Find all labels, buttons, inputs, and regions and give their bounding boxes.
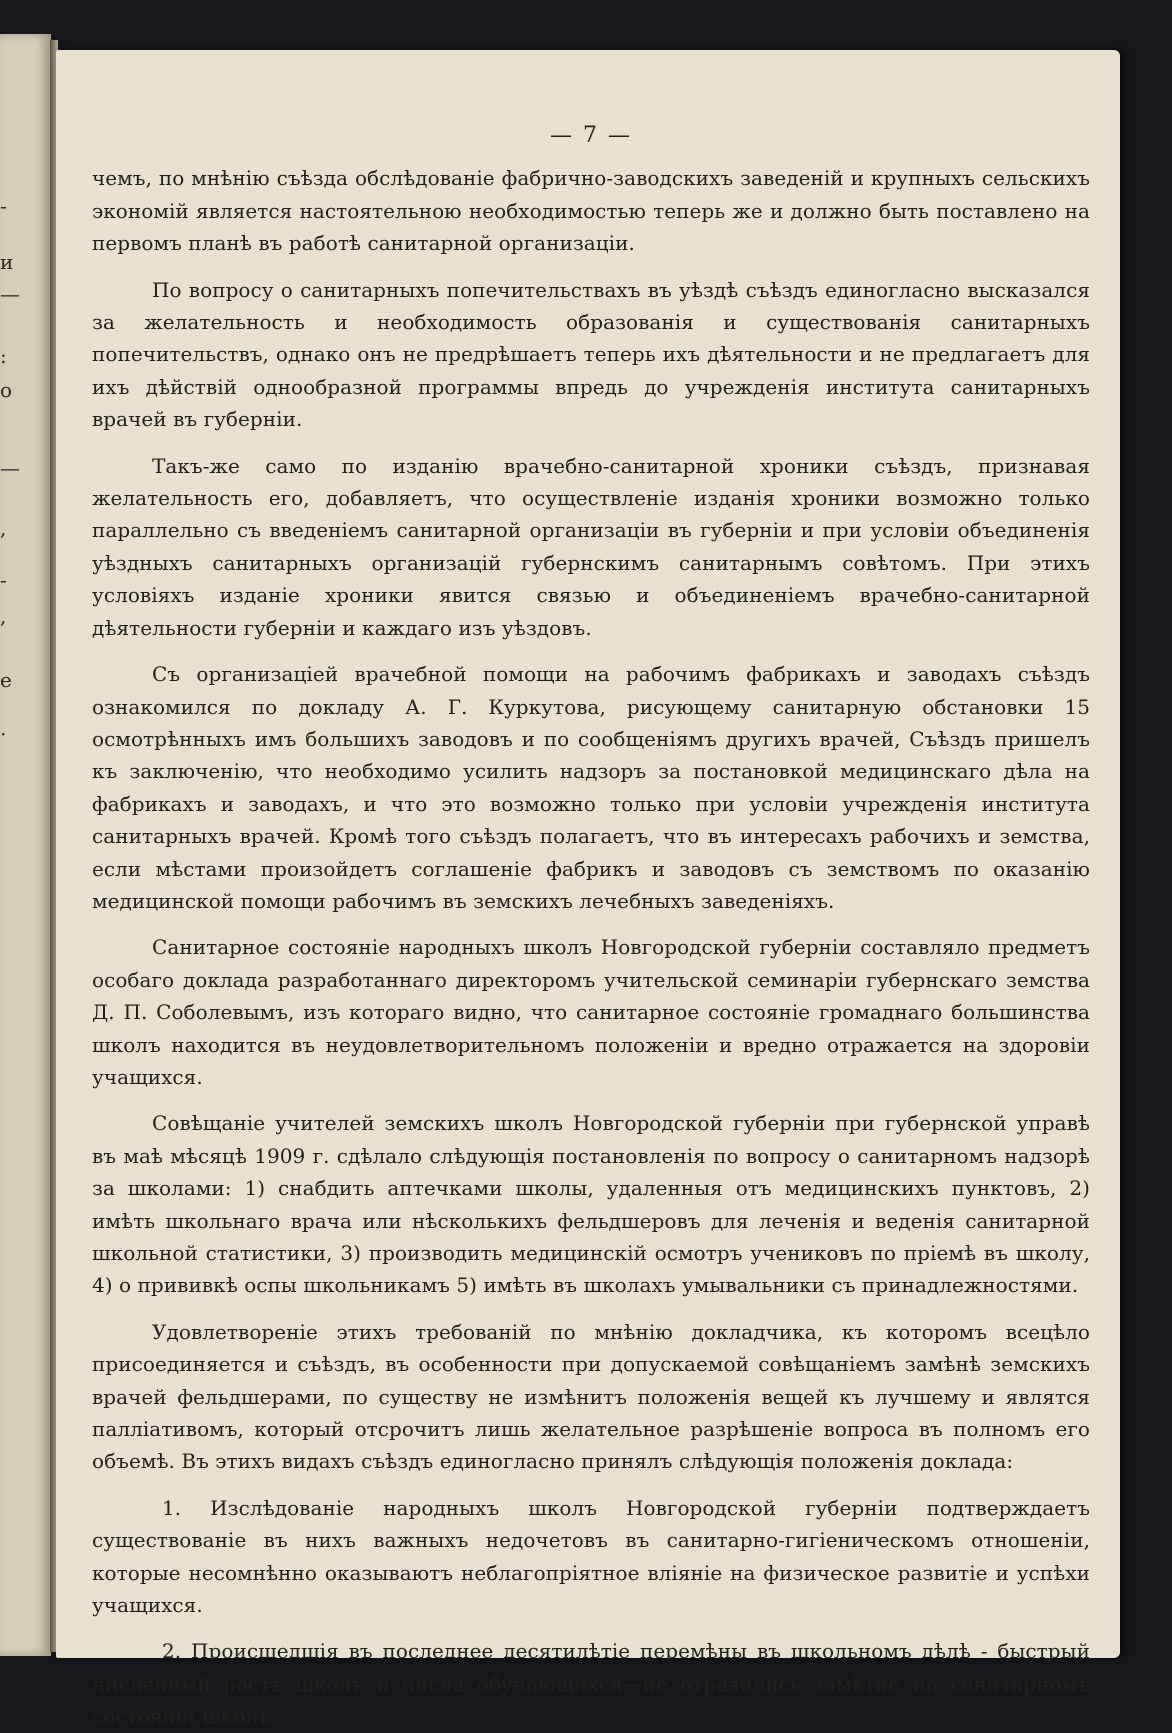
prev-page-fragment: и	[0, 250, 14, 274]
prev-page-fragment: -	[0, 194, 7, 218]
prev-page-fragment: е	[0, 668, 12, 692]
paragraph: Санитарное состояніе народныхъ школъ Новгородской губерніи составляло предметъ особаго доклада разработаннаго директоромъ учительской семинаріи губернскаго земства Д. П. Соболевымъ, изъ котораго видно, что санитарное состояніе громаднаго большинства школъ находится въ неудовлетворительномъ положеніи и вредно отражается на здоровіи учащихся.	[92, 935, 1090, 1089]
paragraph: Такъ-же само по изданію врачебно-санитарной хроники съѣздъ, признавая желательность его, добавляетъ, что осуществленіе изданія хроники возможно только параллельно съ введеніемъ санитарной организаціи въ губерніи и при условіи объединенія уѣздныхъ санитарныхъ организацій губернскимъ санитарнымъ совѣтомъ. При этихъ условіяхъ изданіе хроники явится связью и объединеніемъ врачебно-санитарной дѣятельности губерніи и каждаго изъ уѣздовъ.	[92, 453, 1090, 640]
list-item: 2. Происшедшія въ последнее десятилѣтіе перемѣны въ школьномъ дѣлѣ - быстрый численный ростъ школъ и числа обучающихся—не отразились замѣтно на санитарномъ состояніи школъ.	[92, 1639, 1090, 1729]
paragraph: чемъ, по мнѣнію съѣзда обслѣдованіе фабрично-заводскихъ заведеній и крупныхъ сельскихъ экономій является настоятельною необходимостью теперь же и должно быть поставлено на первомъ планѣ въ работѣ санитарной организаціи.	[92, 166, 1090, 256]
prev-page-fragment: —	[0, 456, 20, 480]
list-item: 1. Изслѣдованіе народныхъ школъ Новгородской губерніи подтверждаетъ существованіе въ нихъ важныхъ недочетовъ въ санитарно-гигіеническомъ отношеніи, которые несомнѣнно оказываютъ неблагопріятное вліяніе на физическое развитіе и успѣхи учащихся.	[92, 1495, 1090, 1618]
page-number: — 7 —	[550, 123, 632, 148]
paragraph: По вопросу о санитарныхъ попечительствахъ въ уѣздѣ съѣздъ единогласно высказался за желательность и необходимость образованія и существованія санитарныхъ попечительствъ, однако онъ не предрѣшаетъ теперь ихъ дѣятельности и не предлагаетъ для ихъ дѣйствій однообразной программы впредь до учрежденія института санитарныхъ врачей въ губерніи.	[92, 277, 1090, 432]
prev-page-fragment: о	[0, 378, 13, 402]
paragraph: Совѣщаніе учителей земскихъ школъ Новгородской губерніи при губернской управѣ въ маѣ мѣсяцѣ 1909 г. сдѣлало слѣдующія постановленія по вопросу о санитарномъ надзорѣ за школами: 1) снабдить аптечками школы, удаленныя отъ медицинскихъ пунктовъ, 2) имѣть школьнаго врача или нѣсколькихъ фельдшеровъ для леченія и веденія санитарной школьной статистики, 3) производить медицинскій осмотръ учениковъ по пріемѣ въ школу, 4) о прививкѣ оспы школьникамъ 5) имѣть въ школахъ умывальники съ принадлежностями.	[92, 1111, 1090, 1298]
page-body	[92, 120, 1090, 1733]
prev-page-fragment: ·	[0, 722, 7, 746]
prev-page-fragment: —	[0, 282, 20, 306]
previous-page-edge	[0, 34, 51, 1656]
prev-page-fragment: ,	[0, 516, 7, 540]
prev-page-fragment: :	[0, 344, 7, 368]
paragraph: Удовлетвореніе этихъ требованій по мнѣнію докладчика, къ которомъ всецѣло присоединяется и съѣздъ, въ особенности при допускаемой совѣщаніемъ замѣнѣ земскихъ врачей фельдшерами, по существу не измѣнитъ положенія вещей къ лучшему и являтся палліативомъ, который отсрочитъ лишь желательное разрѣшеніе вопроса въ полномъ его объемѣ. Въ этихъ видахъ съѣздъ единогласно принялъ слѣдующія положенія доклада:	[92, 1319, 1090, 1474]
prev-page-fragment: ,	[0, 604, 7, 628]
document-page	[56, 50, 1120, 1729]
paragraph: Съ организаціей врачебной помощи на рабочимъ фабрикахъ и заводахъ съѣздъ ознакомился по докладу А. Г. Куркутова, рисующему санитарную обстановки 15 осмотрѣнныхъ имъ большихъ заводовъ и по сообщеніямъ другихъ врачей, Съѣздъ пришелъ къ заключенію, что необходимо усилить надзоръ за постановкой медицинскаго дѣла на фабрикахъ и заводахъ, и что это возможно только при условіи учрежденія института санитарныхъ врачей. Кромѣ того съѣздъ полагаетъ, что въ интересахъ рабочихъ и земства, если мѣстами произойдетъ соглашеніе фабрикъ и заводовъ съ земствомъ по оказанію медицинской помощи рабочимъ въ земскихъ лечебныхъ заведеніяхъ.	[92, 662, 1090, 913]
prev-page-fragment: -	[0, 568, 7, 592]
